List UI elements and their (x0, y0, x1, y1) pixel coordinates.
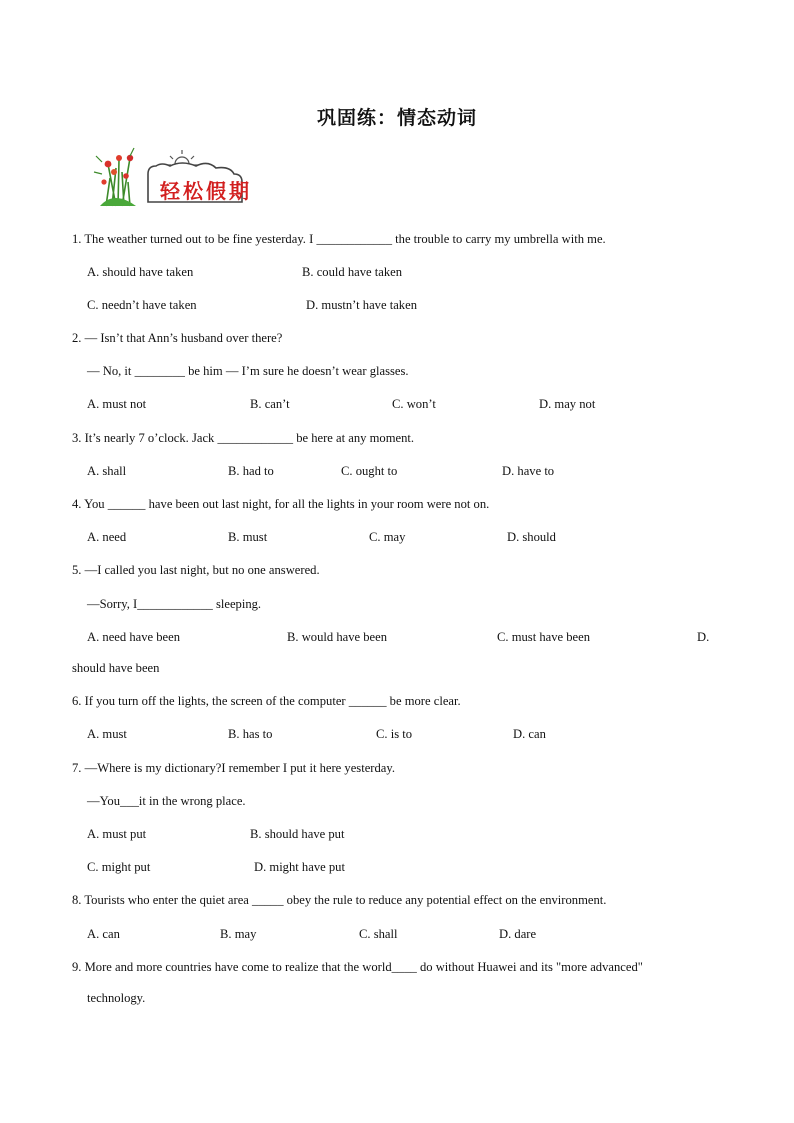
question-2-stem: 2. — Isn’t that Ann’s husband over there? (72, 331, 283, 345)
q4-option-b: B. must (228, 530, 268, 544)
q8-option-b: B. may (220, 927, 257, 941)
q6-option-b: B. has to (228, 727, 273, 741)
q1-option-a: A. should have taken (87, 265, 194, 279)
question-7-stem-line2: —You___it in the wrong place. (87, 794, 246, 808)
question-9-stem-line2: technology. (87, 991, 146, 1005)
question-4-stem: 4. You ______ have been out last night, for all the lights in your room were not on. (72, 497, 490, 511)
q3-option-a: A. shall (87, 464, 127, 478)
q8-option-c: C. shall (359, 927, 398, 941)
q7-option-c: C. might put (87, 860, 151, 874)
q6-option-c: C. is to (376, 727, 413, 741)
q5-option-b: B. would have been (287, 630, 388, 644)
q3-option-d: D. have to (502, 464, 555, 478)
q4-option-d: D. should (507, 530, 556, 544)
q3-option-c: C. ought to (341, 464, 398, 478)
question-5-stem: 5. —I called you last night, but no one answered. (72, 563, 320, 577)
question-2-stem-line2: — No, it ________ be him — I’m sure he doesn’t wear glasses. (87, 364, 409, 378)
q2-option-d: D. may not (539, 397, 596, 411)
q5-option-d-text: should have been (72, 661, 160, 675)
q4-option-c: C. may (369, 530, 406, 544)
question-3-stem: 3. It’s nearly 7 o’clock. Jack ____________ be here at any moment. (72, 431, 415, 445)
question-6-stem: 6. If you turn off the lights, the screen of the computer ______ be more clear. (72, 694, 461, 708)
q8-option-d: D. dare (499, 927, 537, 941)
question-5-stem-line2: —Sorry, I____________ sleeping. (87, 597, 262, 611)
question-1-stem: 1. The weather turned out to be fine yesterday. I ____________ the trouble to carry my umbrella with me. (72, 232, 606, 246)
q5-option-d-label: D. (697, 630, 710, 644)
q2-option-c: C. won’t (392, 397, 436, 411)
q2-option-a: A. must not (87, 397, 147, 411)
question-8-stem: 8. Tourists who enter the quiet area _____ obey the rule to reduce any potential effect on the environment. (72, 893, 607, 907)
question-9-stem: 9. More and more countries have come to realize that the world____ do without Huawei and its "more advanced" (72, 960, 643, 974)
q3-option-b: B. had to (228, 464, 274, 478)
q1-option-b: B. could have taken (302, 265, 403, 279)
question-7-stem: 7. —Where is my dictionary?I remember I put it here yesterday. (72, 761, 395, 775)
q6-option-a: A. must (87, 727, 127, 741)
q5-option-c: C. must have been (497, 630, 591, 644)
q6-option-d: D. can (513, 727, 546, 741)
q7-option-d: D. might have put (254, 860, 345, 874)
q1-option-c: C. needn’t have taken (87, 298, 197, 312)
q7-option-b: B. should have put (250, 827, 345, 841)
q5-option-a: A. need have been (87, 630, 181, 644)
q2-option-b: B. can’t (250, 397, 290, 411)
q8-option-a: A. can (87, 927, 120, 941)
flower-bouquet-icon (94, 148, 136, 206)
q4-option-a: A. need (87, 530, 127, 544)
holiday-badge-text: 轻松假期 (160, 179, 252, 203)
page-title: 巩固练：情态动词 (316, 107, 477, 129)
q7-option-a: A. must put (87, 827, 147, 841)
q1-option-d: D. mustn’t have taken (306, 298, 417, 312)
